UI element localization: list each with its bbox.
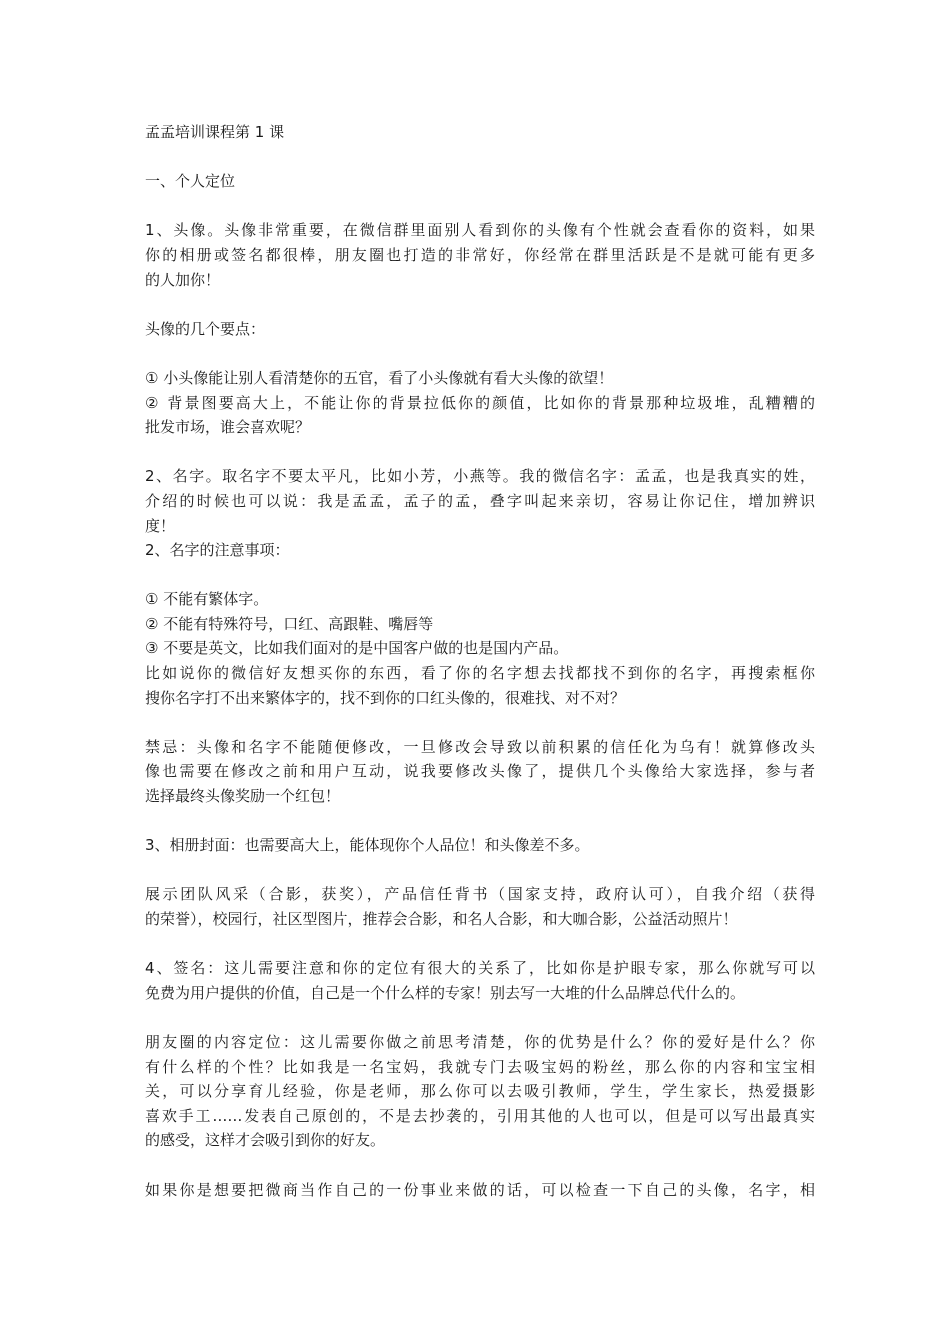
spacer — [145, 440, 815, 465]
list-item: ① 小头像能让别人看清楚你的五官，看了小头像就有看大头像的欲望！ — [145, 368, 614, 387]
paragraph-show — [145, 882, 815, 931]
text-line: 你的相册或签名都很棒，朋友圈也打造的非常好，你经常在群里活跃是不是就可能有更多 — [145, 245, 815, 264]
spacer — [145, 932, 815, 957]
list-item: ③ 不要是英文，比如我们面对的是中国客户做的也是国内产品。 — [145, 639, 569, 658]
list-item: ② 背景图要高大上，不能让你的背景拉低你的颜值，比如你的背景那种垃圾堆，乱糟糟的 — [145, 393, 815, 412]
text-line: 2、名字的注意事项： — [145, 541, 290, 560]
avatar-points-list — [145, 366, 815, 440]
list-item: ② 不能有特殊符号，口红、高跟鞋、嘴唇等 — [145, 614, 434, 633]
document-page — [145, 120, 815, 1202]
spacer — [145, 194, 815, 219]
paragraph-moments — [145, 1030, 815, 1153]
name-points-list — [145, 587, 815, 710]
paragraph-name — [145, 464, 815, 562]
text-line: 选择最终头像奖励一个红包！ — [145, 787, 341, 806]
spacer — [145, 1153, 815, 1178]
document-title: 孟孟培训课程第 1 课 — [145, 123, 285, 141]
text-line: 禁忌：头像和名字不能随便修改，一旦修改会导致以前积累的信任化为乌有！就算修改头 — [145, 737, 815, 756]
text-line: 的荣誉），校园行，社区型图片，推荐会合影，和名人合影，和大咖合影，公益活动照片！ — [145, 910, 738, 928]
avatar-points-heading: 头像的几个要点： — [145, 319, 266, 338]
text-line: 介绍的时候也可以说：我是孟孟，孟子的孟，叠字叫起来亲切，容易让你记住，增加辨识 — [145, 491, 815, 510]
text-line: 免费为用户提供的价值，自己是一个什么样的专家！别去写一大堆的什么品牌总代什么的。 — [145, 983, 746, 1002]
spacer — [145, 341, 815, 366]
text-line: 1、头像。头像非常重要，在微信群里面别人看到你的头像有个性就会查看你的资料，如果 — [145, 221, 815, 240]
list-item: 批发市场，谁会喜欢呢？ — [145, 418, 311, 437]
spacer — [145, 858, 815, 883]
text-line: 4、签名：这儿需要注意和你的定位有很大的关系了，比如你是护眼专家，那么你就写可以 — [145, 959, 815, 978]
paragraph-avatar — [145, 218, 815, 292]
spacer — [145, 809, 815, 834]
paragraph-taboo — [145, 735, 815, 809]
list-item: ① 不能有繁体字。 — [145, 590, 269, 609]
section-heading: 一、个人定位 — [145, 172, 236, 191]
spacer — [145, 710, 815, 735]
text-line: 关，可以分享育儿经验，你是老师，那么你可以去吸引教师，学生，学生家长，热爱摄影 — [145, 1082, 815, 1101]
spacer — [145, 292, 815, 317]
text-line: 的人加你！ — [145, 270, 221, 289]
spacer — [145, 1005, 815, 1030]
text-line: 朋友圈的内容定位：这儿需要你做之前思考清楚，你的优势是什么？你的爱好是什么？你 — [145, 1032, 815, 1051]
paragraph-signature — [145, 956, 815, 1005]
text-line: 2、名字。取名字不要太平凡，比如小芳，小燕等。我的微信名字：孟孟，也是我真实的姓， — [145, 467, 815, 486]
text-line: 度！ — [145, 516, 176, 535]
text-line: 展示团队风采（合影，获奖），产品信任背书（国家支持，政府认可），自我介绍（获得 — [145, 885, 815, 904]
spacer — [145, 145, 815, 170]
spacer — [145, 563, 815, 588]
text-line: 喜欢手工……发表自己原创的，不是去抄袭的，引用其他的人也可以，但是可以写出最真实 — [145, 1106, 815, 1125]
paragraph-last: 如果你是想要把微商当作自己的一份事业来做的话，可以检查一下自己的头像，名字，相 — [145, 1180, 815, 1199]
text-line: 搜你名字打不出来繁体字的，找不到你的口红头像的，很难找、对不对？ — [145, 688, 626, 707]
paragraph-album: 3、相册封面：也需要高大上，能体现你个人品位！和头像差不多。 — [145, 836, 590, 855]
text-line: 像也需要在修改之前和用户互动，说我要修改头像了，提供几个头像给大家选择，参与者 — [145, 762, 815, 781]
text-line: 比如说你的微信好友想买你的东西，看了你的名字想去找都找不到你的名字，再搜索框你 — [145, 664, 815, 683]
text-line: 的感受，这样才会吸引到你的好友。 — [145, 1131, 386, 1150]
text-line: 有什么样的个性？比如我是一名宝妈，我就专门去吸宝妈的粉丝，那么你的内容和宝宝相 — [145, 1057, 815, 1076]
